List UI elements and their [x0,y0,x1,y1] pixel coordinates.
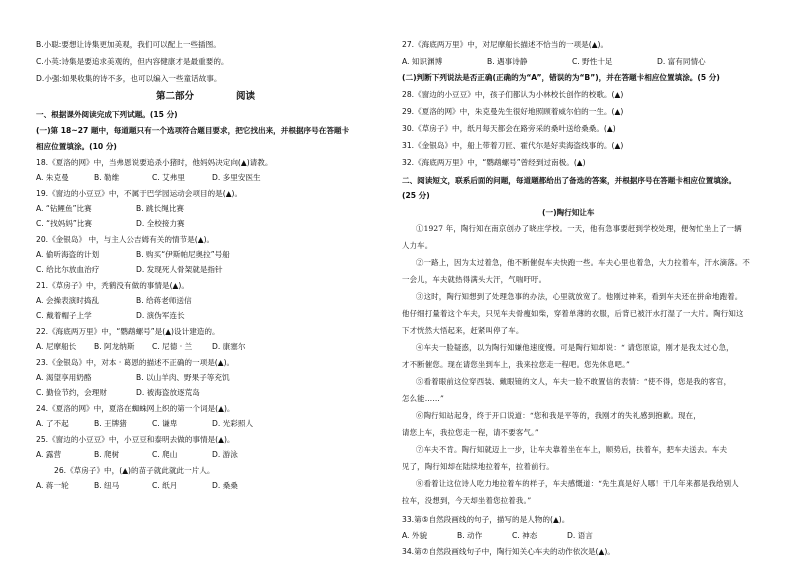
passage-line: 拉车，没想到，今天却坐着您拉着我。” [402,496,532,505]
passage-line: ⑤看着眼前这位穿西装、戴眼镜的文人，车夫一脸不敢置信的表情：“使不得，您是我的客官， [416,377,732,386]
passage-line: ⑦车夫不肯。陶行知就迈上一步，让车夫靠着坐在车上，顺势后，扶着车，把车夫送去。车夫 [416,445,728,454]
question-option: D. 全校接力赛 [136,219,185,228]
question-option: D. 发现死人骨架就是指针 [136,265,223,274]
question-stem: 20.《金银岛》 中，与主人公吉姆有关的情节是(▲)。 [36,235,215,244]
q33-stem: 33.第⑤自然段画线的句子，描写的是人物的(▲)。 [402,515,570,524]
option-d-line: D.小强:如果收集的诗不多，也可以编入一些童话故事。 [36,74,222,83]
passage-title: (一)陶行知让车 [542,208,595,217]
passage-line: 见了，陶行知却在陆续地拉着车，拉着前行。 [402,462,554,471]
question-stem: 22.《海底两万里》中，“鹦鹉螺号”是(▲)设计建造的。 [36,327,220,336]
part2-title: 第二部分 [156,91,195,102]
question-option: D. 游泳 [212,450,238,459]
question-option: C. “找妈妈”比赛 [36,219,92,228]
q34-stem: 34.第⑦自然段画线句子中，陶行知关心车夫的动作依次是(▲)。 [402,547,615,556]
passage-line: 请您上车，我拉您走一程，请不要客气。” [402,428,539,437]
judge-28: 28.《窗边的小豆豆》中，孩子们都认为小林校长创作的校歌。(▲) [402,90,624,99]
question-stem: 24.《夏洛的网》中，夏洛在蜘蛛网上织的第一个词是(▲)。 [36,404,235,413]
judge-32: 32.《海底两万里》中，“鹦鹉螺号”曾经到过南极。(▲) [402,158,586,167]
question-option: A. 露营 [36,450,62,459]
question-stem: 23.《金银岛》中，对本 · 葛恩的描述不正确的一项是(▲)。 [36,358,235,367]
question-stem: 26.《草房子》中，(▲)的苗子就此就此一片人。 [54,466,215,475]
section1-heading: 一、根据课外阅读完成下列试题。(15 分) [36,110,178,119]
judge-30: 30.《草房子》中，纸月每天都会在路旁采的桑叶送给桑桑。(▲) [402,124,616,133]
passage-line: 才不断催您。现在请您坐到车上，我来拉您走一程吧。您先休息吧。” [402,360,631,369]
question-option: D. 桑桑 [212,481,238,490]
question-option: A. 蒋一轮 [36,481,69,490]
question-option: C. 纸月 [152,481,178,490]
question-option: D. 被海盗放逐荒岛 [136,388,200,397]
passage-line: 人力车。 [402,241,433,250]
option-b-line: B.小聪:要想让诗集更加美观，我们可以配上一些插图。 [36,40,221,49]
q33-opt-d: D. 语言 [567,531,593,540]
section2-line1: 二、阅读短文，联系后面的问题，每道题都给出了备选的答案，并根据序号在答题卡相应位置填涂。 [402,176,737,185]
question-option: D. 康塞尔 [212,342,246,351]
passage-line: 一会儿，车夫就热得满头大汗，气喘吁吁。 [402,275,547,284]
question-option: A. “钻鲤鱼”比赛 [36,204,92,213]
judge-31: 31.《金银岛》中，船上带着刀匠、霍代尔是好卖海盗线事的。(▲) [402,141,624,150]
passage-line: ②一路上，因为太过着急，他不断催促车夫快跑一些。车夫心里也着急，大力拉着车，汗水滴落。不 [416,258,750,267]
q27-stem: 27.《海底两万里》中，对尼摩船长描述不恰当的一项是(▲)。 [402,40,609,49]
question-option: C. 爬山 [152,450,178,459]
question-option: A. 偷听海盗的计划 [36,250,100,259]
q33-opt-c: C. 神态 [512,531,538,540]
passage-line: ④车夫一脸疑惑，以为陶行知嫌他速度慢。可是陶行知却说：“ 请您原谅，刚才是我太过心急， [416,343,734,352]
passage-line: 下才恍然大悟起来，赶紧叫停了车。 [402,326,524,335]
passage-line: ③这时，陶行知想到了处理急事的办法，心里就放宽了。他刚过神来，看到车夫还在拼命地跑着。 [416,292,743,301]
passage-line: ①1927 年，陶行知在南京创办了晓庄学校。一天，他有急事要赶到学校处理，便匆忙坐上了一辆 [416,224,742,233]
question-stem: 25.《窗边的小豆豆》中，小豆豆和泰明去做的事情是(▲)。 [36,435,235,444]
question-option: C. 给比尔放血治疗 [36,265,100,274]
question-stem: 18.《夏洛的网》中，当弗恩说要追杀小猪时，他妈妈决定向(▲)请教。 [36,158,273,167]
question-option: B. 跳长绳比赛 [136,204,185,213]
question-option: A. 渴望享用奶酪 [36,373,92,382]
question-option: A. 会操表演时捣乱 [36,296,100,305]
question-option: C. 勤俭节约，会理财 [36,388,107,397]
judge-29: 29.《夏洛的网》中，朱克曼先生很好地照顾着威尔伯的一生。(▲) [402,107,624,116]
question-option: B. 购买“伊斯帕尼奥拉”号船 [136,250,230,259]
question-option: B. 纽马 [94,481,120,490]
passage-line: 怎么能……” [402,394,444,403]
section2-line2: (25 分) [402,191,430,200]
question-option: A. 了不起 [36,419,69,428]
q33-opt-a: A. 外貌 [402,531,428,540]
instr1-line1: (一)第 18~27 题中，每道题只有一个选项符合题目要求，把它找出来，并根据序号在答题卡 [36,126,350,135]
question-option: D. 演伪军连长 [136,311,185,320]
judge-instructions: (二)判断下列说法是否正确(正确的为“A”，错误的为“B”)，并在答题卡相应位置填涂。(5 分) [402,73,720,82]
question-option: C. 戴着帽子上学 [36,311,92,320]
question-option: B. 以山羊肉、野果子等充饥 [136,373,230,382]
passage-line: 他仔细打量着这个车夫，只见车夫骨瘦如柴，穿着单薄的衣服，后背已被汗水打湿了一大片。陶行知这 [402,309,744,318]
question-option: B. 给蒋老师送信 [136,296,192,305]
question-option: C. 艾弗里 [152,173,185,182]
question-option: B. 阿龙纳斯 [94,342,135,351]
question-stem: 19.《窗边的小豆豆》中，不属于巴学园运动会项目的是(▲)。 [36,189,243,198]
q27-opt-a: A. 知识渊博 [402,57,443,66]
question-option: D. 多里安医生 [212,173,261,182]
question-option: B. 王牌猪 [94,419,127,428]
question-option: B. 勒维 [94,173,120,182]
question-option: C. 谦卑 [152,419,178,428]
option-c-line: C.小英:诗集是要追求美观的，但内容健康才是最重要的。 [36,57,229,66]
question-option: D. 光彩照人 [212,419,254,428]
q33-opt-b: B. 动作 [457,531,483,540]
q27-opt-c: C. 野性十足 [572,57,613,66]
q27-opt-b: B. 遇事诗静 [487,57,528,66]
passage-line: ⑥陶行知站起身，终于开口说道：“您和我是平等的，我刚才的失礼感到抱歉。现在， [416,411,701,420]
passage-line: ⑧看着让这位诗人吃力地拉着车的样子，车夫感慨道：“先生真是好人哪！干几年来都是我给别人 [416,479,739,488]
question-option: C. 尼德 · 兰 [152,342,193,351]
part2-reading: 阅读 [236,91,256,102]
instr1-line2: 相应位置填涂。(10 分) [36,142,117,151]
question-option: B. 爬树 [94,450,120,459]
question-stem: 21.《草房子》中，秃鹤没有做的事情是(▲)。 [36,281,189,290]
question-option: A. 尼摩船长 [36,342,77,351]
question-option: A. 朱克曼 [36,173,69,182]
q27-opt-d: D. 富有同情心 [657,57,706,66]
